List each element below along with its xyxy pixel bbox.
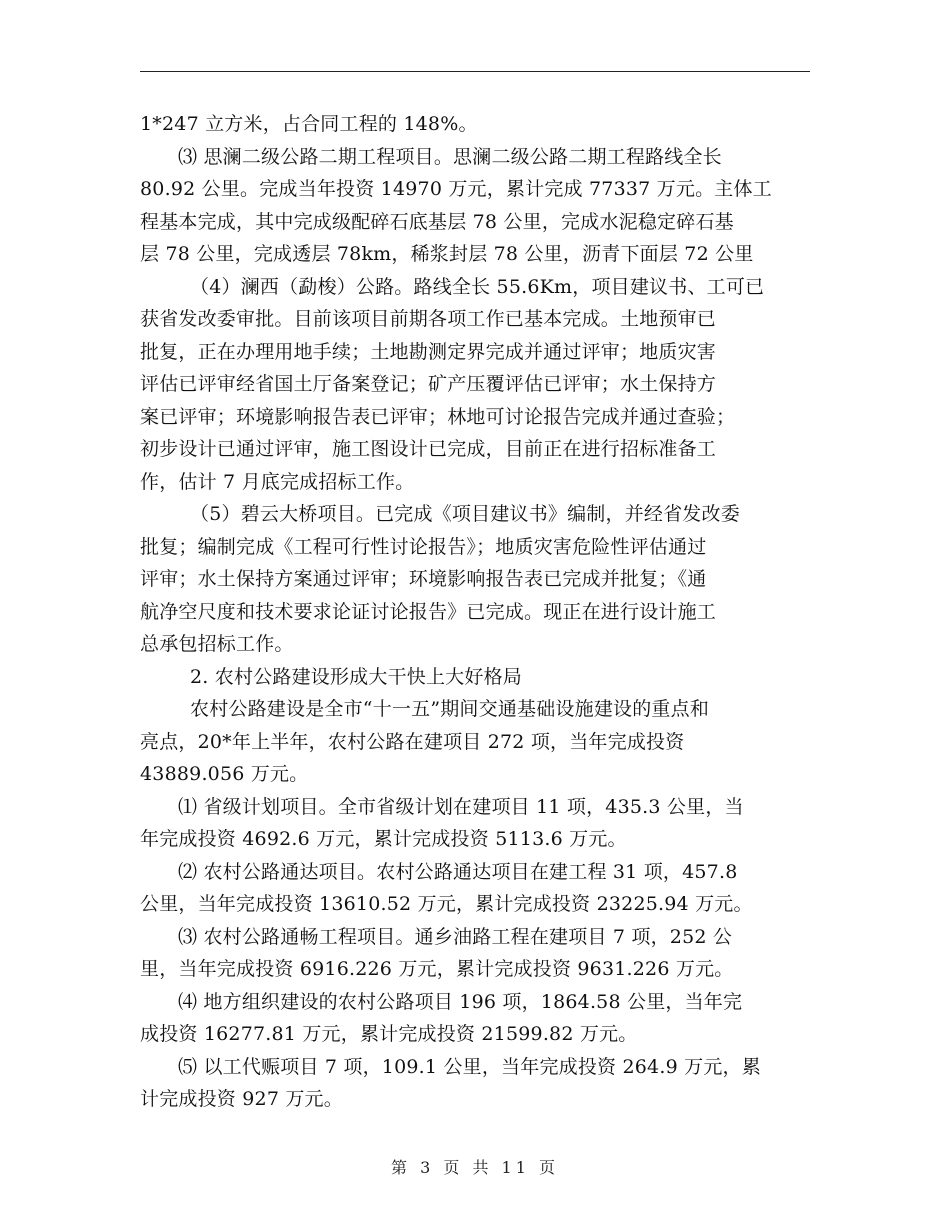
text-line: 层 78 公里，完成透层 78km，稀浆封层 78 公里，沥青下面层 72 公里 [140, 243, 754, 265]
section-heading: 2. 农村公路建设形成大干快上大好格局 [190, 665, 522, 688]
text-line: ⑷ 地方组织建设的农村公路项目 196 项，1864.58 公里，当年完 [178, 990, 743, 1013]
document-body [140, 108, 810, 1116]
text-line: 初步设计已通过评审，施工图设计已完成，目前正在进行招标准备工 [140, 438, 717, 460]
text-line: 计完成投资 927 万元。 [140, 1088, 343, 1110]
text-line: 里，当年完成投资 6916.226 万元，累计完成投资 9631.226 万元。 [140, 958, 734, 980]
text-line: （4）澜西（勐梭）公路。路线全长 55.6Km，项目建议书、工可已 [190, 275, 765, 298]
text-line: 批复，正在办理用地手续；土地勘测定界完成并通过评审；地质灾害 [140, 340, 717, 363]
text-line: 成投资 16277.81 万元，累计完成投资 21599.82 万元。 [140, 1023, 638, 1045]
text-line: ⑵ 农村公路通达项目。农村公路通达项目在建工程 31 项，457.8 [178, 860, 738, 883]
text-line: 总承包招标工作。 [140, 633, 294, 655]
text-line: 1*247 立方米，占合同工程的 148%。 [140, 113, 478, 135]
header-rule [140, 71, 810, 72]
text-line: 评估已评审经省国土厅备案登记；矿产压覆评估已评审；水土保持方 [140, 373, 717, 395]
text-line: 80.92 公里。完成当年投资 14970 万元，累计完成 77337 万元。主体工 [140, 178, 772, 200]
text-line: （5）碧云大桥项目。已完成《项目建议书》编制，并经省发改委 [190, 503, 740, 525]
page-number: 第 3 页 共 11 页 [391, 1158, 559, 1177]
text-line: 作，估计 7 月底完成招标工作。 [140, 470, 415, 493]
text-line: 农村公路建设是全市“十一五”期间交通基础设施建设的重点和 [190, 698, 710, 720]
text-line: ⑶ 思澜二级公路二期工程项目。思澜二级公路二期工程路线全长 [178, 145, 722, 168]
text-line: ⑸ 以工代赈项目 7 项，109.1 公里，当年完成投资 264.9 万元，累 [178, 1055, 761, 1078]
text-line: ⑶ 农村公路通畅工程项目。通乡油路工程在建项目 7 项，252 公 [178, 925, 733, 948]
text-line: 43889.056 万元。 [140, 763, 309, 785]
text-line: 获省发改委审批。目前该项目前期各项工作已基本完成。土地预审已 [140, 308, 717, 330]
text-line: 亮点，20*年上半年，农村公路在建项目 272 项，当年完成投资 [140, 730, 685, 753]
text-line: 航净空尺度和技术要求论证讨论报告》已完成。现正在进行设计施工 [140, 600, 717, 623]
text-line: 程基本完成，其中完成级配碎石底基层 78 公里，完成水泥稳定碎石基 [140, 210, 734, 233]
text-line: 公里，当年完成投资 13610.52 万元，累计完成投资 23225.94 万元。 [140, 893, 753, 915]
text-line: 案已评审；环境影响报告表已评审；林地可讨论报告完成并通过查验； [140, 405, 736, 428]
text-line: 年完成投资 4692.6 万元，累计完成投资 5113.6 万元。 [140, 828, 627, 850]
text-line: ⑴ 省级计划项目。全市省级计划在建项目 11 项，435.3 公里，当 [178, 795, 744, 818]
text-line: 评审；水土保持方案通过评审；环境影响报告表已完成并批复；《通 [140, 568, 707, 590]
text-line: 批复；编制完成《工程可行性讨论报告》；地质灾害危险性评估通过 [140, 535, 707, 558]
